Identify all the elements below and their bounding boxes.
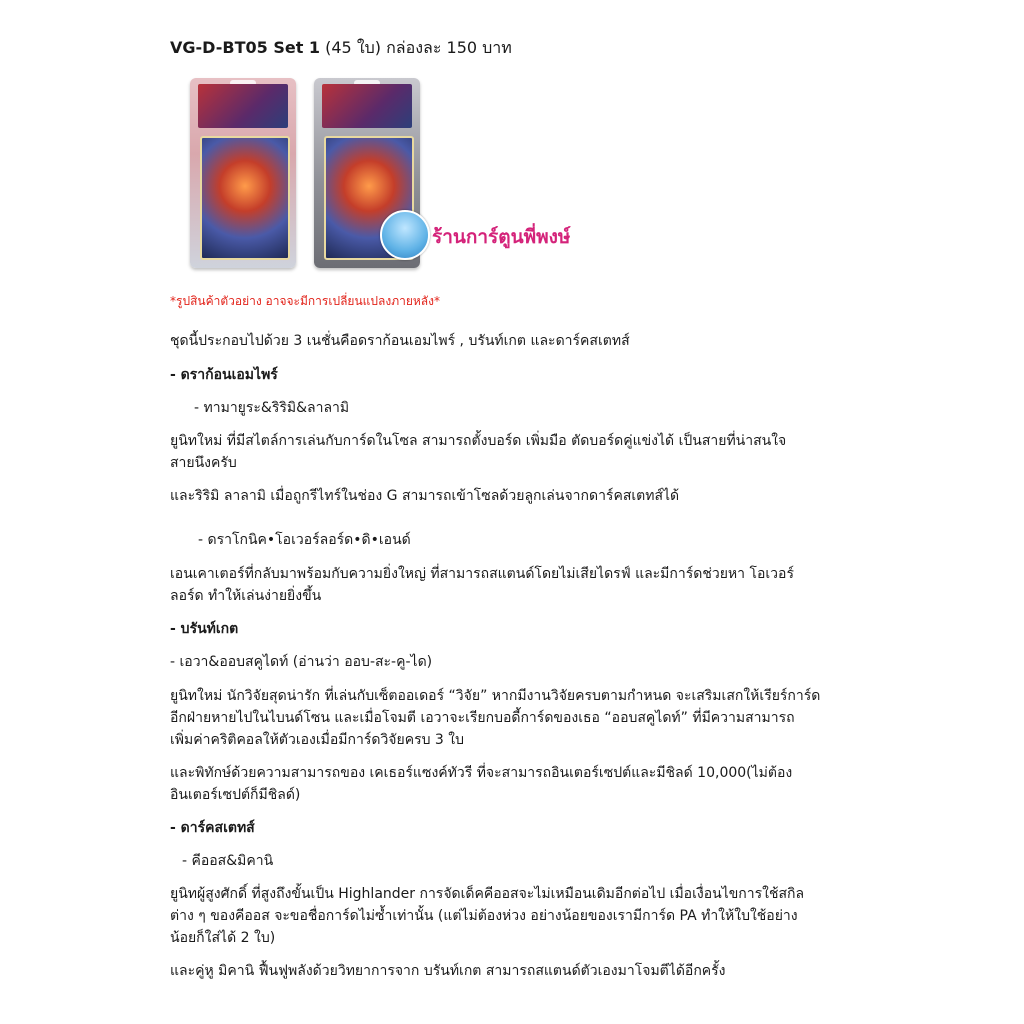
shop-mascot-icon — [380, 210, 430, 260]
paragraph-line: และคู่หู มิคานิ ฟื้นฟูพลังด้วยวิทยาการจาก บรันท์เกต สามารถสแตนด์ตัวเองมาโจมตีได้อีกครั้ง — [170, 963, 726, 979]
paragraph-line: ยูนิทใหม่ นักวิจัยสุดน่ารัก ที่เล่นกับเซ็ตออเดอร์ “วิจัย” หากมีงานวิจัยครบตามกำหนด จะเสริมเสกให้เรียร์การ์ด — [170, 688, 821, 704]
page-title — [170, 36, 512, 61]
title-detail: (45 ใบ) กล่องละ 150 บาท — [320, 38, 512, 57]
paragraph-line: ต่าง ๆ ของคีออส จะขอชื่อการ์ดไม่ซ้ำเท่านั้น (แต่ไม่ต้องห่วง อย่างน้อยของเรามีการ์ด PA ทำให้ใบใช้อย่าง — [170, 908, 798, 924]
heading-dragon-empire: - ดราก้อนเอมไพร์ — [170, 367, 278, 383]
product-image — [190, 78, 630, 278]
product-box-front — [190, 78, 296, 268]
list-item: - ดราโกนิค•โอเวอร์ลอร์ด•ดิ•เอนด์ — [198, 532, 411, 548]
heading-dark-states: - ดาร์คสเตทส์ — [170, 820, 255, 836]
intro-text: ชุดนี้ประกอบไปด้วย 3 เนชั่นคือดราก้อนเอมไพร์ , บรันท์เกต และดาร์คสเตทส์ — [170, 333, 630, 349]
paragraph-line: ยูนิทใหม่ ที่มีสไตล์การเล่นกับการ์ดในโซล สามารถตั้งบอร์ด เพิ่มมือ ตัดบอร์ดคู่แข่งได้ เป็นสายที่น่าสนใจ — [170, 433, 787, 449]
box-logo-area — [322, 84, 412, 128]
box-card-art — [200, 136, 290, 260]
paragraph-line: เอนเคาเตอร์ที่กลับมาพร้อมกับความยิ่งใหญ่ ที่สามารถสแตนด์โดยไม่เสียไดรฟ์ และมีการ์ดช่วยหา โอเวอร์ — [170, 566, 794, 582]
paragraph-line: อินเตอร์เซปต์ก็มีชิลด์) — [170, 787, 301, 803]
disclaimer-note: *รูปสินค้าตัวอย่าง อาจจะมีการเปลี่ยนแปลงภายหลัง* — [170, 294, 441, 308]
list-item: - คีออส&มิคานิ — [182, 853, 274, 869]
paragraph-line: อีกฝ่ายหายไปในไบนด์โซน และเมื่อโจมตี เอวาจะเรียกบอดี้การ์ดของเธอ “ออบสคูไดท์” ที่มีความสามารถ — [170, 710, 795, 726]
paragraph-line: น้อยก็ใส่ได้ 2 ใบ) — [170, 930, 276, 946]
paragraph-line: และพิทักษ์ด้วยความสามารถของ เคเธอร์แซงค์ทัวรี ที่จะสามารถอินเตอร์เซปต์และมีชิลด์ 10,000(ไม่ต้อง — [170, 765, 793, 781]
paragraph-line: เพิ่มค่าคริติคอลให้ตัวเองเมื่อมีการ์ดวิจัยครบ 3 ใบ — [170, 732, 465, 748]
paragraph-line: สายนึงครับ — [170, 455, 237, 471]
list-item: - เอวา&ออบสคูไดท์ (อ่านว่า ออบ-สะ-คู-ได) — [170, 654, 433, 670]
heading-brandt-gate: - บรันท์เกต — [170, 621, 239, 637]
list-item: - ทามายูระ&ริริมิ&ลาลามิ — [194, 400, 350, 416]
box-logo-area — [198, 84, 288, 128]
shop-name: ร้านการ์ตูนพี่พงษ์ — [432, 226, 571, 248]
paragraph-line: ยูนิทผู้สูงศักดิ์ ที่สูงถึงขั้นเป็น Highlander การจัดเด็คคีออสจะไม่เหมือนเดิมอีกต่อไป เมื่อเงื่อนไขการใช้สกิล — [170, 886, 805, 902]
paragraph-line: ลอร์ด ทำให้เล่นง่ายยิ่งขึ้น — [170, 588, 322, 604]
paragraph-line: และริริมิ ลาลามิ เมื่อถูกรีไทร์ในช่อง G สามารถเข้าโซลด้วยลูกเล่นจากดาร์คสเตทส์ได้ — [170, 488, 680, 504]
title-code: VG-D-BT05 Set 1 — [170, 38, 321, 57]
